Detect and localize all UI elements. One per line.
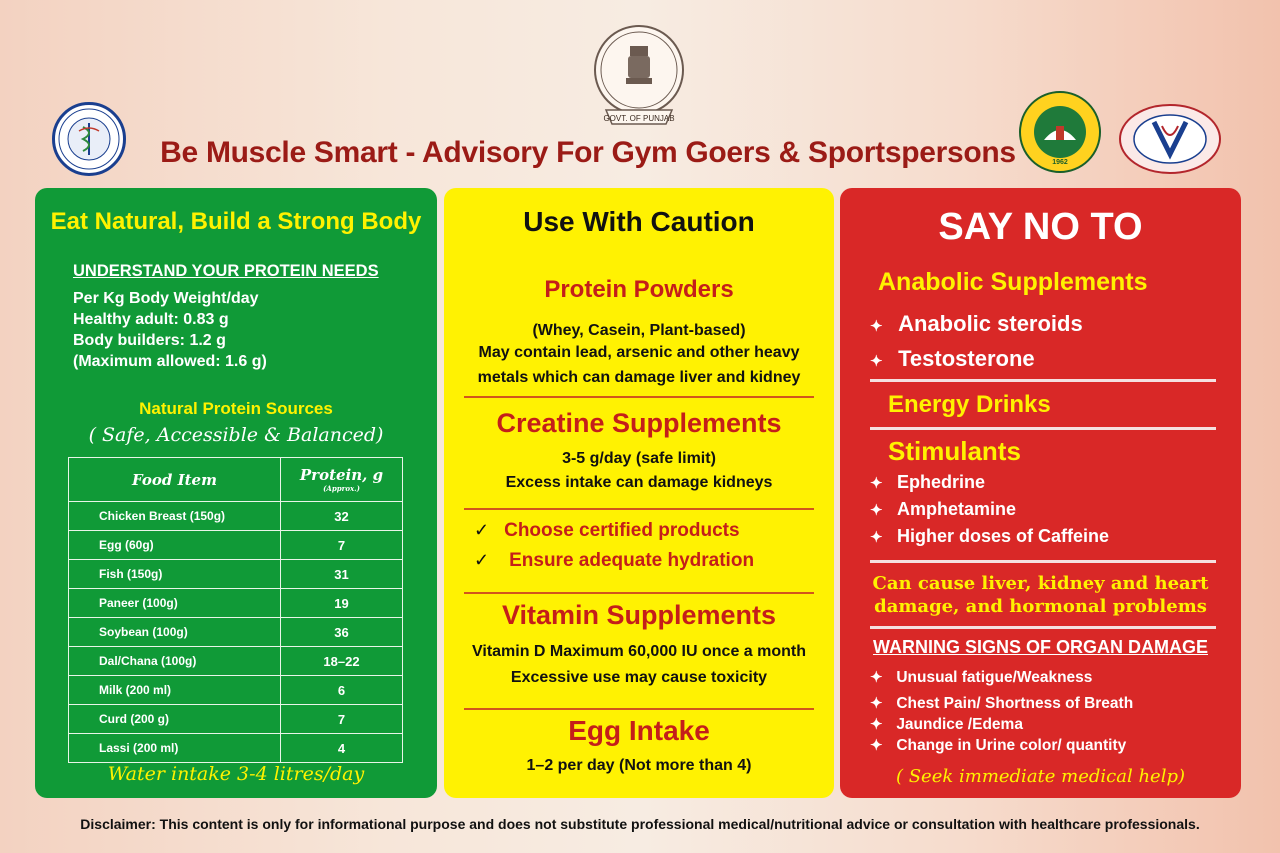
check-item <box>474 520 740 542</box>
table-row <box>69 531 403 560</box>
vitamin-heading: Vitamin Supplements <box>501 600 777 630</box>
table-row <box>69 502 403 531</box>
star-icon: ✦ <box>870 737 883 754</box>
protein-powders-line: May contain lead, arsenic and other heavy <box>478 344 800 361</box>
star-icon: ✦ <box>870 318 883 335</box>
protein-needs-heading: UNDERSTAND YOUR PROTEIN NEEDS <box>73 262 379 280</box>
creatine-line: Excess intake can damage kidneys <box>505 474 773 491</box>
check-item <box>474 550 754 572</box>
protein-value: 7 <box>281 705 403 734</box>
table-row <box>69 676 403 705</box>
protein-powders-heading: Protein Powders <box>544 276 734 303</box>
govt-emblem-text: GOVT. OF PUNJAB <box>603 114 675 123</box>
protein-line: Per Kg Body Weight/day <box>73 290 259 307</box>
divider <box>464 508 814 510</box>
yellow-panel-title: Use With Caution <box>523 206 755 237</box>
protein-value: 18–22 <box>281 647 403 676</box>
say-no-panel <box>840 188 1241 798</box>
green-panel-title: Eat Natural, Build a Strong Body <box>50 208 422 235</box>
protein-value: 4 <box>281 734 403 763</box>
egg-line: 1–2 per day (Not more than 4) <box>526 757 752 774</box>
protein-sources-heading: Natural Protein Sources <box>139 399 333 418</box>
star-icon: ✦ <box>870 695 883 712</box>
protein-value: 36 <box>281 618 403 647</box>
check-text: Ensure adequate hydration <box>509 550 755 571</box>
food-item: Curd (200 g) <box>69 705 281 734</box>
table-row <box>69 647 403 676</box>
protein-value: 32 <box>281 502 403 531</box>
water-intake: Water intake 3-4 litres/day <box>107 763 365 785</box>
food-item-header: Food Item <box>69 458 281 502</box>
table-row <box>69 589 403 618</box>
warning-sign: ✦ Change in Urine color/ quantity <box>870 737 1127 754</box>
star-icon: ✦ <box>870 502 883 519</box>
energy-drinks-heading: Energy Drinks <box>888 391 1051 418</box>
protein-line: (Maximum allowed: 1.6 g) <box>73 353 267 370</box>
warning-sign: ✦ Unusual fatigue/Weakness <box>870 669 1093 686</box>
protein-table <box>68 457 403 763</box>
stimulant-item: ✦ Ephedrine <box>870 472 986 492</box>
vitamin-line: Vitamin D Maximum 60,000 IU once a month <box>471 643 807 660</box>
divider <box>870 427 1216 430</box>
divider <box>870 560 1216 563</box>
warning-line: damage, and hormonal problems <box>874 596 1207 617</box>
protein-value: 31 <box>281 560 403 589</box>
table-row <box>69 705 403 734</box>
protein-value: 6 <box>281 676 403 705</box>
food-item: Egg (60g) <box>69 531 281 560</box>
divider <box>464 396 814 398</box>
table-row <box>69 618 403 647</box>
protein-sources-subtitle: ( Safe, Accessible & Balanced) <box>88 424 384 446</box>
seek-medical-help: ( Seek immediate medical help) <box>895 766 1185 787</box>
food-item: Paneer (100g) <box>69 589 281 618</box>
svg-text:1962: 1962 <box>1052 159 1068 166</box>
stimulant-item: ✦ Amphetamine <box>870 499 1017 519</box>
protein-powders-line: (Whey, Casein, Plant-based) <box>532 322 746 339</box>
divider <box>464 708 814 710</box>
table-row <box>69 560 403 589</box>
protein-header: Protein, g (Approx.) <box>281 458 403 502</box>
creatine-heading: Creatine Supplements <box>496 408 782 438</box>
stimulant-item: ✦ Higher doses of Caffeine <box>870 526 1110 546</box>
food-item: Fish (150g) <box>69 560 281 589</box>
warning-sign: ✦ Chest Pain/ Shortness of Breath <box>870 695 1134 712</box>
use-with-caution-panel <box>444 188 834 798</box>
eat-natural-panel <box>35 188 437 798</box>
table-header-row <box>69 458 403 502</box>
anabolic-heading: Anabolic Supplements <box>878 268 1148 296</box>
check-icon: ✓ <box>474 520 490 540</box>
star-icon: ✦ <box>870 475 883 492</box>
govt-punjab-emblem <box>586 20 692 130</box>
page-title: Be Muscle Smart - Advisory For Gym Goers & Sportspersons <box>160 136 1016 169</box>
star-icon: ✦ <box>870 716 883 733</box>
divider <box>870 379 1216 382</box>
red-panel-title: SAY NO TO <box>938 206 1143 248</box>
protein-powders-line: metals which can damage liver and kidney <box>477 369 801 386</box>
check-icon: ✓ <box>474 550 490 570</box>
protein-value: 7 <box>281 531 403 560</box>
vitamin-line: Excessive use may cause toxicity <box>510 669 768 686</box>
disclaimer: Disclaimer: This content is only for informational purpose and does not substitute professional medical/nutritional advice or consultation with healthcare professionals. <box>80 816 1200 832</box>
divider <box>464 592 814 594</box>
warning-line: Can cause liver, kidney and heart <box>872 573 1209 594</box>
anabolic-item: ✦ Anabolic steroids <box>870 311 1083 336</box>
protein-line: Body builders: 1.2 g <box>73 332 226 349</box>
protein-value: 19 <box>281 589 403 618</box>
egg-heading: Egg Intake <box>568 715 710 746</box>
food-item: Dal/Chana (100g) <box>69 647 281 676</box>
table-row <box>69 734 403 763</box>
protein-note: (Approx.) <box>323 484 360 493</box>
food-item: Chicken Breast (150g) <box>69 502 281 531</box>
stimulants-heading: Stimulants <box>888 436 1021 466</box>
warning-signs-heading: WARNING SIGNS OF ORGAN DAMAGE <box>872 637 1208 657</box>
food-item: Lassi (200 ml) <box>69 734 281 763</box>
star-icon: ✦ <box>870 529 883 546</box>
warning-sign: ✦ Jaundice /Edema <box>870 716 1023 733</box>
anabolic-item: ✦ Testosterone <box>870 346 1035 371</box>
protein-line: Healthy adult: 0.83 g <box>73 311 229 328</box>
creatine-line: 3-5 g/day (safe limit) <box>562 450 716 467</box>
check-text: Choose certified products <box>504 520 740 541</box>
food-item: Soybean (100g) <box>69 618 281 647</box>
star-icon: ✦ <box>870 669 883 686</box>
food-item: Milk (200 ml) <box>69 676 281 705</box>
divider <box>870 626 1216 629</box>
star-icon: ✦ <box>870 353 883 370</box>
